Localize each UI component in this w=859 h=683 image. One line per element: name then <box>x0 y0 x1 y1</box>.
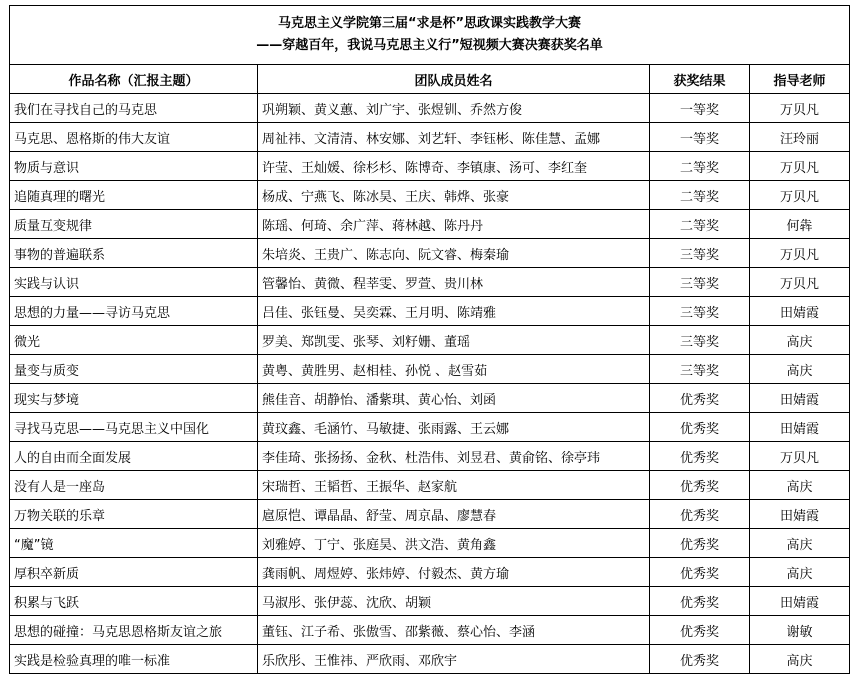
teacher-cell: 高庆 <box>750 355 850 384</box>
result-cell: 优秀奖 <box>650 384 750 413</box>
work-cell: 物质与意识 <box>10 152 258 181</box>
table-row <box>10 297 850 326</box>
title-line-1: 马克思主义学院第三届“求是杯”思政课实践教学大赛 <box>277 16 582 31</box>
teacher-cell: 田婧霞 <box>750 297 850 326</box>
teacher-cell: 高庆 <box>750 529 850 558</box>
result-cell: 三等奖 <box>650 326 750 355</box>
team-cell: 吕佳、张钰曼、吴奕霖、王月明、陈靖雅 <box>258 297 650 326</box>
result-cell: 优秀奖 <box>650 587 750 616</box>
teacher-cell: 谢敏 <box>750 616 850 645</box>
teacher-cell: 何犇 <box>750 210 850 239</box>
result-cell: 二等奖 <box>650 181 750 210</box>
result-cell: 优秀奖 <box>650 471 750 500</box>
table-row <box>10 645 850 674</box>
work-cell: 马克思、恩格斯的伟大友谊 <box>10 123 258 152</box>
team-cell: 黄粤、黄胜男、赵相桂、孙悦 、赵雪茹 <box>258 355 650 384</box>
teacher-cell: 万贝凡 <box>750 442 850 471</box>
header-team: 团队成员姓名 <box>258 65 650 94</box>
table-row <box>10 181 850 210</box>
title-cell <box>10 6 850 65</box>
work-cell: 万物关联的乐章 <box>10 500 258 529</box>
team-cell: 罗美、郑凯雯、张琴、刘籽姗、董瑶 <box>258 326 650 355</box>
result-cell: 优秀奖 <box>650 529 750 558</box>
result-cell: 一等奖 <box>650 123 750 152</box>
result-cell: 一等奖 <box>650 94 750 123</box>
team-cell: 杨成、宁燕飞、陈冰昊、王庆、韩烨、张豪 <box>258 181 650 210</box>
work-cell: 寻找马克思——马克思主义中国化 <box>10 413 258 442</box>
team-cell: 李佳琦、张扬扬、金秋、杜浩伟、刘昱君、黄俞铭、徐亭玮 <box>258 442 650 471</box>
teacher-cell: 万贝凡 <box>750 181 850 210</box>
result-cell: 二等奖 <box>650 152 750 181</box>
table-row <box>10 413 850 442</box>
table-row <box>10 268 850 297</box>
teacher-cell: 万贝凡 <box>750 94 850 123</box>
table-row <box>10 123 850 152</box>
work-cell: 质量互变规律 <box>10 210 258 239</box>
work-cell: 实践是检验真理的唯一标准 <box>10 645 258 674</box>
table-row <box>10 500 850 529</box>
team-cell: 乐欣彤、王惟祎、严欣雨、邓欣宇 <box>258 645 650 674</box>
team-cell: 董钰、江子希、张傲雪、邵紫薇、蔡心怡、李涵 <box>258 616 650 645</box>
result-cell: 优秀奖 <box>650 442 750 471</box>
teacher-cell: 高庆 <box>750 645 850 674</box>
result-cell: 优秀奖 <box>650 500 750 529</box>
team-cell: 熊佳音、胡静怡、潘紫琪、黄心怡、刘函 <box>258 384 650 413</box>
teacher-cell: 万贝凡 <box>750 268 850 297</box>
work-cell: 事物的普遍联系 <box>10 239 258 268</box>
work-cell: “魔”镜 <box>10 529 258 558</box>
team-cell: 扈原恺、谭晶晶、舒莹、周京晶、廖慧春 <box>258 500 650 529</box>
table-row <box>10 587 850 616</box>
table-row <box>10 558 850 587</box>
result-cell: 优秀奖 <box>650 413 750 442</box>
title-line-2: ——穿越百年，我说马克思主义行”短视频大赛决赛获奖名单 <box>256 38 603 53</box>
team-cell: 黄玟鑫、毛涵竹、马敏捷、张雨露、王云娜 <box>258 413 650 442</box>
team-cell: 周祉祎、文清清、林安娜、刘艺轩、李钰彬、陈佳慧、孟娜 <box>258 123 650 152</box>
result-cell: 三等奖 <box>650 297 750 326</box>
work-cell: 没有人是一座岛 <box>10 471 258 500</box>
result-cell: 优秀奖 <box>650 645 750 674</box>
table-row <box>10 616 850 645</box>
header-result: 获奖结果 <box>650 65 750 94</box>
work-cell: 厚积卒新质 <box>10 558 258 587</box>
work-cell: 微光 <box>10 326 258 355</box>
title-row <box>10 6 850 65</box>
result-cell: 优秀奖 <box>650 616 750 645</box>
work-cell: 追随真理的曙光 <box>10 181 258 210</box>
teacher-cell: 田婧霞 <box>750 384 850 413</box>
work-cell: 人的自由而全面发展 <box>10 442 258 471</box>
teacher-cell: 万贝凡 <box>750 152 850 181</box>
table-row <box>10 210 850 239</box>
table-row <box>10 384 850 413</box>
team-cell: 朱培炎、王贵广、陈志向、阮文睿、梅秦瑜 <box>258 239 650 268</box>
teacher-cell: 汪玲丽 <box>750 123 850 152</box>
team-cell: 宋瑞哲、王韬哲、王振华、赵家航 <box>258 471 650 500</box>
table-row <box>10 239 850 268</box>
header-work: 作品名称（汇报主题） <box>10 65 258 94</box>
result-cell: 三等奖 <box>650 355 750 384</box>
table-body <box>10 94 850 674</box>
work-cell: 思想的碰撞：马克思恩格斯友谊之旅 <box>10 616 258 645</box>
work-cell: 实践与认识 <box>10 268 258 297</box>
teacher-cell: 高庆 <box>750 558 850 587</box>
award-list-table <box>9 5 850 674</box>
result-cell: 优秀奖 <box>650 558 750 587</box>
table-row <box>10 442 850 471</box>
table-row <box>10 94 850 123</box>
team-cell: 管馨怡、黄微、程莘雯、罗萱、贵川林 <box>258 268 650 297</box>
teacher-cell: 田婧霞 <box>750 587 850 616</box>
header-row <box>10 65 850 94</box>
table-row <box>10 326 850 355</box>
result-cell: 三等奖 <box>650 239 750 268</box>
team-cell: 许莹、王灿媛、徐杉杉、陈博奇、李镇康、汤可、李红奎 <box>258 152 650 181</box>
teacher-cell: 高庆 <box>750 326 850 355</box>
team-cell: 刘雅婷、丁宁、张庭昊、洪文浩、黄角鑫 <box>258 529 650 558</box>
table-row <box>10 355 850 384</box>
table-row <box>10 529 850 558</box>
table-row <box>10 471 850 500</box>
header-teacher: 指导老师 <box>750 65 850 94</box>
teacher-cell: 高庆 <box>750 471 850 500</box>
team-cell: 马淑彤、张伊蕊、沈欣、胡颖 <box>258 587 650 616</box>
work-cell: 我们在寻找自己的马克思 <box>10 94 258 123</box>
result-cell: 二等奖 <box>650 210 750 239</box>
work-cell: 思想的力量——寻访马克思 <box>10 297 258 326</box>
teacher-cell: 万贝凡 <box>750 239 850 268</box>
table-row <box>10 152 850 181</box>
work-cell: 量变与质变 <box>10 355 258 384</box>
teacher-cell: 田婧霞 <box>750 413 850 442</box>
result-cell: 三等奖 <box>650 268 750 297</box>
work-cell: 积累与飞跃 <box>10 587 258 616</box>
teacher-cell: 田婧霞 <box>750 500 850 529</box>
team-cell: 巩朔颖、黄义蕙、刘广宇、张煜钏、乔然方俊 <box>258 94 650 123</box>
team-cell: 陈瑶、何琦、余广萍、蒋林越、陈丹丹 <box>258 210 650 239</box>
team-cell: 龚雨帆、周煜婷、张炜婷、付毅杰、黄方瑜 <box>258 558 650 587</box>
work-cell: 现实与梦境 <box>10 384 258 413</box>
